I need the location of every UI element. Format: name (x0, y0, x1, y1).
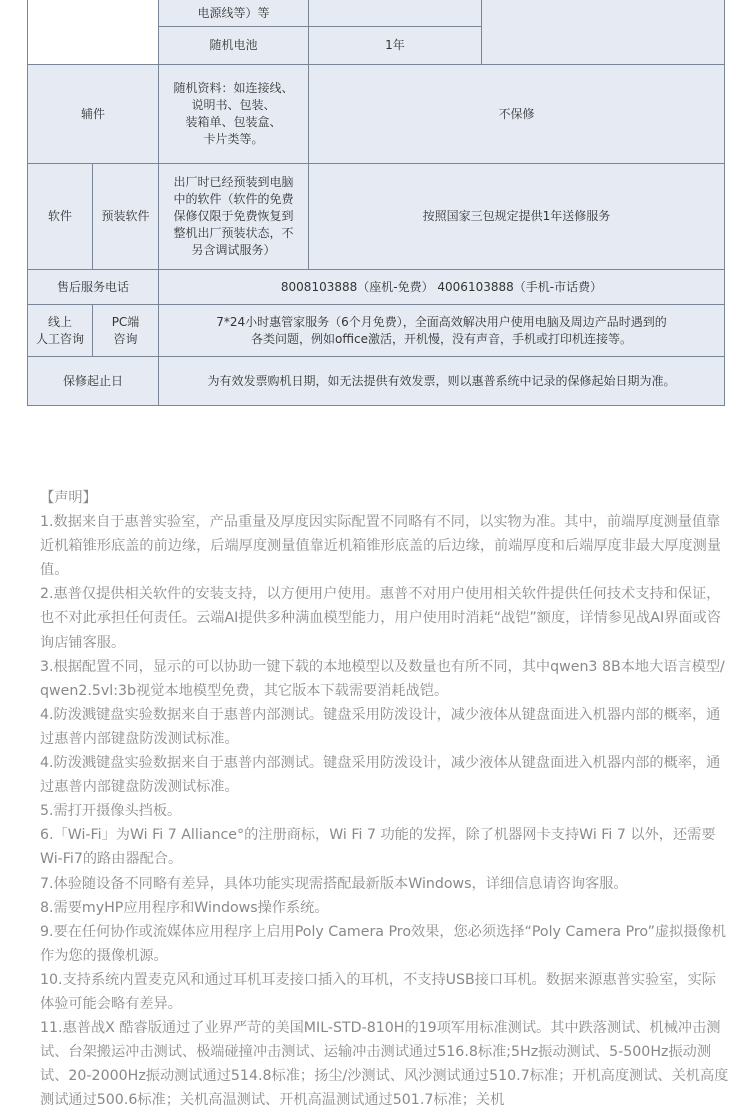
table-cell-item: 电源线等）等 (159, 0, 309, 27)
table-cell-category: 辅件 (28, 65, 159, 164)
declaration-item: 6.「Wi-Fi」为Wi Fi 7 Alliance°的注册商标，Wi Fi 7 功能的发挥，除了机器网卡支持Wi Fi 7 以外，还需要Wi-Fi7的路由器配合。 (40, 827, 716, 868)
cell-line: 各类问题，例如office激活，开机慢，没有声音，手机或打印机连接等。 (251, 331, 632, 346)
table-cell-policy: 不保修 (309, 65, 725, 164)
cell-line: 随机资料：如连接线、 (173, 81, 294, 95)
cell-line: 装箱单、包装盒、 (185, 115, 282, 129)
warranty-table (27, 0, 725, 406)
table-row (28, 65, 725, 164)
declaration-title: 【声明】 (40, 490, 97, 506)
table-row (28, 164, 725, 270)
table-row (28, 0, 725, 27)
declaration-item: 9.要在任何协作或流媒体应用程序上启用Poly Camera Pro效果，您必须选择“Poly Camera Pro”虚拟摄像机作为您的摄像机源。 (40, 923, 726, 964)
table-cell-category: 软件 (28, 164, 93, 270)
cell-line: PC端 (111, 314, 140, 329)
declaration-item: 1.数据来自于惠普实验室，产品重量及厚度因实际配置不同略有不同，以实物为准。其中，前端厚度测量值靠近机箱锥形底盖的前边缘，后端厚度测量值靠近机箱锥形底盖的后边缘，前端厚度和后端厚度非最大厚度测量值。 (40, 514, 722, 579)
cell-line: 卡片类等。 (203, 132, 264, 146)
table-cell-category (28, 305, 93, 357)
declaration-item: 10.支持系统内置麦克风和通过耳机耳麦接口插入的耳机，不支持USB接口耳机。数据来源惠普实验室，实际体验可能会略有差异。 (40, 971, 716, 1012)
table-cell-value: 8008103888（座机-免费） 4006103888（手机-市话费） (159, 270, 725, 305)
declaration-item: 8.需要myHP应用程序和Windows操作系统。 (40, 899, 329, 916)
cell-line: 出厂时已经预装到电脑 (173, 175, 294, 189)
table-cell-policy: 按照国家三包规定提供1年送修服务 (309, 164, 725, 270)
cell-line: 另含调试服务） (191, 243, 276, 257)
cell-line: 保修仅限于免费恢复到 (173, 209, 294, 223)
cell-line: 中的软件（软件的免费 (173, 192, 294, 206)
declaration-item: 3.根据配置不同，显示的可以协助一键下载的本地模型以及数量也有所不同，其中qwen3 8B本地大语言模型/ qwen2.5vl:3b视觉本地模型免费，其它版本下载需要消耗战铠。 (40, 658, 725, 699)
cell-line: 线上 (47, 314, 72, 329)
table-cell-subcategory (93, 305, 159, 357)
cell-line: 整机出厂预装状态，不 (173, 226, 294, 240)
table-row (28, 270, 725, 305)
table-cell-category: 保修起止日 (28, 357, 159, 406)
table-cell-subcategory: 预装软件 (93, 164, 159, 270)
table-row (28, 357, 725, 406)
cell-line: 咨询 (113, 331, 138, 346)
declaration-item: 2.惠普仅提供相关软件的安装支持，以方便用户使用。惠普不对用户使用相关软件提供任何技术支持和保证，也不对此承担任何责任。云端AI提供多种满血模型能力，用户使用时消耗“战铠”额度，详情参见战AI界面或咨询店铺客服。 (40, 586, 721, 651)
cell-line: 7*24小时惠管家服务（6个月免费），全面高效解决用户使用电脑及周边产品时遇到的 (216, 314, 667, 329)
table-cell-category: 售后服务电话 (28, 270, 159, 305)
table-cell-period: 1年 (309, 27, 482, 65)
table-cell-period (309, 0, 482, 27)
cell-line: 人工咨询 (35, 331, 84, 346)
table-cell-policy (482, 0, 725, 65)
declaration-item: 7.体验随设备不同略有差异，具体功能实现需搭配最新版本Windows，详细信息请咨询客服。 (40, 875, 628, 892)
table-cell-item (159, 65, 309, 164)
declaration-item: 4.防泼溅键盘实验数据来自于惠普内部测试。键盘采用防泼设计，减少液体从键盘面进入机器内部的概率，通过惠普内部键盘防泼测试标准。 (40, 755, 721, 796)
table-cell-value (159, 305, 725, 357)
table-row (28, 305, 725, 357)
table-cell-empty (28, 0, 159, 65)
declaration-item: 11.惠普战X 酷睿版通过了业界严苛的美国MIL-STD-810H的19项军用标准测试。其中跌落测试、机械冲击测试、台架搬运冲击测试、极端碰撞冲击测试、运输冲击测试通过516.8标准;5Hz振动测试、5-500Hz振动测试、20-2000Hz振动测试通过514.8标准；扬尘/沙测试、风沙测试通过510.7标准；开机高度测试、关机高度测试通过500.6标准；关机高温测试、开机高温测试通过501.7标准；关机 (40, 1020, 729, 1109)
declaration-item: 4.防泼溅键盘实验数据来自于惠普内部测试。键盘采用防泼设计，减少液体从键盘面进入机器内部的概率，通过惠普内部键盘防泼测试标准。 (40, 706, 721, 747)
table-cell-item (159, 164, 309, 270)
cell-line: 说明书、包装、 (191, 98, 276, 112)
table-cell-item: 随机电池 (159, 27, 309, 65)
declaration-item: 5.需打开摄像头挡板。 (40, 803, 182, 820)
declaration-section (40, 486, 730, 1112)
table-cell-value: 为有效发票购机日期，如无法提供有效发票，则以惠普系统中记录的保修起始日期为准。 (159, 357, 725, 406)
